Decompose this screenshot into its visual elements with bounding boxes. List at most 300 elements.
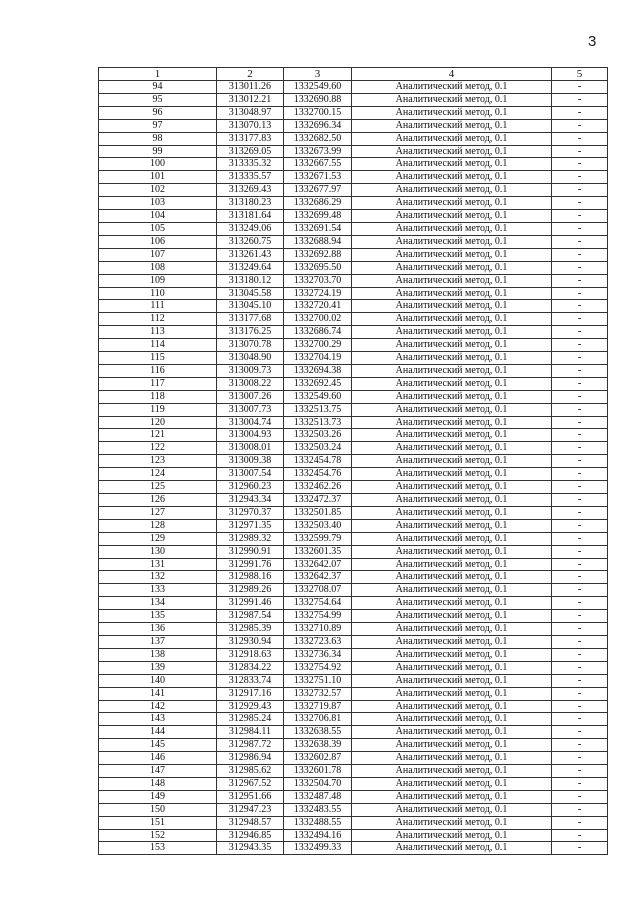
y-coordinate-cell: 1332638.55 (284, 726, 352, 739)
y-coordinate-cell: 1332549.60 (284, 390, 352, 403)
y-coordinate-cell: 1332454.76 (284, 468, 352, 481)
description-cell: - (552, 274, 608, 287)
description-cell: - (552, 377, 608, 390)
point-number-cell: 145 (99, 739, 217, 752)
x-coordinate-cell: 312985.24 (217, 713, 284, 726)
x-coordinate-cell: 313009.73 (217, 364, 284, 377)
point-number-cell: 96 (99, 106, 217, 119)
y-coordinate-cell: 1332700.02 (284, 313, 352, 326)
description-cell: - (552, 816, 608, 829)
method-cell: Аналитический метод, 0.1 (352, 481, 552, 494)
x-coordinate-cell: 312917.16 (217, 687, 284, 700)
method-cell: Аналитический метод, 0.1 (352, 197, 552, 210)
coordinates-table (98, 67, 608, 855)
y-coordinate-cell: 1332692.88 (284, 248, 352, 261)
x-coordinate-cell: 313269.43 (217, 184, 284, 197)
y-coordinate-cell: 1332688.94 (284, 235, 352, 248)
table-row (99, 81, 608, 94)
y-coordinate-cell: 1332686.74 (284, 326, 352, 339)
table-row (99, 584, 608, 597)
x-coordinate-cell: 313335.32 (217, 158, 284, 171)
point-number-cell: 127 (99, 506, 217, 519)
description-cell: - (552, 623, 608, 636)
description-cell: - (552, 197, 608, 210)
x-coordinate-cell: 312970.37 (217, 506, 284, 519)
description-cell: - (552, 829, 608, 842)
point-number-cell: 143 (99, 713, 217, 726)
method-cell: Аналитический метод, 0.1 (352, 648, 552, 661)
table-row (99, 726, 608, 739)
description-cell: - (552, 674, 608, 687)
table-row (99, 674, 608, 687)
y-coordinate-cell: 1332673.99 (284, 145, 352, 158)
point-number-cell: 117 (99, 377, 217, 390)
x-coordinate-cell: 312967.52 (217, 777, 284, 790)
description-cell: - (552, 403, 608, 416)
method-cell: Аналитический метод, 0.1 (352, 597, 552, 610)
point-number-cell: 133 (99, 584, 217, 597)
description-cell: - (552, 132, 608, 145)
point-number-cell: 120 (99, 416, 217, 429)
x-coordinate-cell: 313249.06 (217, 222, 284, 235)
description-cell: - (552, 661, 608, 674)
x-coordinate-cell: 312834.22 (217, 661, 284, 674)
y-coordinate-cell: 1332704.19 (284, 352, 352, 365)
x-coordinate-cell: 312985.39 (217, 623, 284, 636)
x-coordinate-cell: 312988.16 (217, 571, 284, 584)
x-coordinate-cell: 312929.43 (217, 700, 284, 713)
x-coordinate-cell: 313048.90 (217, 352, 284, 365)
y-coordinate-cell: 1332462.26 (284, 481, 352, 494)
method-cell: Аналитический метод, 0.1 (352, 739, 552, 752)
y-coordinate-cell: 1332513.75 (284, 403, 352, 416)
x-coordinate-cell: 312947.23 (217, 803, 284, 816)
method-cell: Аналитический метод, 0.1 (352, 416, 552, 429)
table-row (99, 390, 608, 403)
method-cell: Аналитический метод, 0.1 (352, 145, 552, 158)
table-row (99, 829, 608, 842)
method-cell: Аналитический метод, 0.1 (352, 829, 552, 842)
x-coordinate-cell: 312984.11 (217, 726, 284, 739)
point-number-cell: 122 (99, 442, 217, 455)
table-row (99, 790, 608, 803)
point-number-cell: 135 (99, 610, 217, 623)
description-cell: - (552, 726, 608, 739)
method-cell: Аналитический метод, 0.1 (352, 635, 552, 648)
method-cell: Аналитический метод, 0.1 (352, 300, 552, 313)
description-cell: - (552, 222, 608, 235)
point-number-cell: 128 (99, 519, 217, 532)
method-cell: Аналитический метод, 0.1 (352, 132, 552, 145)
y-coordinate-cell: 1332483.55 (284, 803, 352, 816)
y-coordinate-cell: 1332700.15 (284, 106, 352, 119)
description-cell: - (552, 597, 608, 610)
method-cell: Аналитический метод, 0.1 (352, 777, 552, 790)
point-number-cell: 152 (99, 829, 217, 842)
table-row (99, 519, 608, 532)
point-number-cell: 119 (99, 403, 217, 416)
method-cell: Аналитический метод, 0.1 (352, 661, 552, 674)
column-header-method: 4 (352, 68, 552, 81)
column-header-y-coordinate: 3 (284, 68, 352, 81)
x-coordinate-cell: 312987.54 (217, 610, 284, 623)
x-coordinate-cell: 313007.54 (217, 468, 284, 481)
point-number-cell: 111 (99, 300, 217, 313)
x-coordinate-cell: 312918.63 (217, 648, 284, 661)
point-number-cell: 118 (99, 390, 217, 403)
method-cell: Аналитический метод, 0.1 (352, 274, 552, 287)
table-row (99, 352, 608, 365)
point-number-cell: 103 (99, 197, 217, 210)
x-coordinate-cell: 312943.35 (217, 842, 284, 855)
x-coordinate-cell: 312990.91 (217, 545, 284, 558)
point-number-cell: 134 (99, 597, 217, 610)
method-cell: Аналитический метод, 0.1 (352, 235, 552, 248)
method-cell: Аналитический метод, 0.1 (352, 494, 552, 507)
description-cell: - (552, 700, 608, 713)
description-cell: - (552, 803, 608, 816)
point-number-cell: 101 (99, 171, 217, 184)
y-coordinate-cell: 1332754.64 (284, 597, 352, 610)
method-cell: Аналитический метод, 0.1 (352, 455, 552, 468)
method-cell: Аналитический метод, 0.1 (352, 506, 552, 519)
description-cell: - (552, 506, 608, 519)
method-cell: Аналитический метод, 0.1 (352, 790, 552, 803)
x-coordinate-cell: 313335.57 (217, 171, 284, 184)
description-cell: - (552, 171, 608, 184)
point-number-cell: 104 (99, 210, 217, 223)
y-coordinate-cell: 1332504.70 (284, 777, 352, 790)
description-cell: - (552, 532, 608, 545)
point-number-cell: 94 (99, 81, 217, 94)
point-number-cell: 116 (99, 364, 217, 377)
point-number-cell: 138 (99, 648, 217, 661)
method-cell: Аналитический метод, 0.1 (352, 364, 552, 377)
table-row (99, 261, 608, 274)
description-cell: - (552, 248, 608, 261)
point-number-cell: 110 (99, 287, 217, 300)
point-number-cell: 108 (99, 261, 217, 274)
table-body (99, 81, 608, 855)
description-cell: - (552, 145, 608, 158)
table-row (99, 300, 608, 313)
x-coordinate-cell: 313181.64 (217, 210, 284, 223)
y-coordinate-cell: 1332732.57 (284, 687, 352, 700)
point-number-cell: 106 (99, 235, 217, 248)
y-coordinate-cell: 1332671.53 (284, 171, 352, 184)
table-row (99, 429, 608, 442)
x-coordinate-cell: 312985.62 (217, 765, 284, 778)
x-coordinate-cell: 313070.13 (217, 119, 284, 132)
y-coordinate-cell: 1332601.35 (284, 545, 352, 558)
description-cell: - (552, 416, 608, 429)
table-row (99, 132, 608, 145)
description-cell: - (552, 81, 608, 94)
point-number-cell: 113 (99, 326, 217, 339)
point-number-cell: 149 (99, 790, 217, 803)
point-number-cell: 109 (99, 274, 217, 287)
method-cell: Аналитический метод, 0.1 (352, 442, 552, 455)
x-coordinate-cell: 312989.26 (217, 584, 284, 597)
method-cell: Аналитический метод, 0.1 (352, 106, 552, 119)
method-cell: Аналитический метод, 0.1 (352, 93, 552, 106)
x-coordinate-cell: 312987.72 (217, 739, 284, 752)
x-coordinate-cell: 313007.73 (217, 403, 284, 416)
table-row (99, 119, 608, 132)
description-cell: - (552, 442, 608, 455)
table-row (99, 842, 608, 855)
point-number-cell: 151 (99, 816, 217, 829)
description-cell: - (552, 765, 608, 778)
x-coordinate-cell: 313260.75 (217, 235, 284, 248)
point-number-cell: 131 (99, 558, 217, 571)
point-number-cell: 123 (99, 455, 217, 468)
y-coordinate-cell: 1332708.07 (284, 584, 352, 597)
point-number-cell: 97 (99, 119, 217, 132)
method-cell: Аналитический метод, 0.1 (352, 623, 552, 636)
method-cell: Аналитический метод, 0.1 (352, 584, 552, 597)
y-coordinate-cell: 1332699.48 (284, 210, 352, 223)
description-cell: - (552, 777, 608, 790)
y-coordinate-cell: 1332488.55 (284, 816, 352, 829)
description-cell: - (552, 106, 608, 119)
x-coordinate-cell: 313007.26 (217, 390, 284, 403)
description-cell: - (552, 210, 608, 223)
y-coordinate-cell: 1332503.26 (284, 429, 352, 442)
y-coordinate-cell: 1332599.79 (284, 532, 352, 545)
y-coordinate-cell: 1332513.73 (284, 416, 352, 429)
table-row (99, 777, 608, 790)
point-number-cell: 153 (99, 842, 217, 855)
description-cell: - (552, 648, 608, 661)
table-row (99, 545, 608, 558)
point-number-cell: 102 (99, 184, 217, 197)
method-cell: Аналитический метод, 0.1 (352, 610, 552, 623)
method-cell: Аналитический метод, 0.1 (352, 713, 552, 726)
point-number-cell: 130 (99, 545, 217, 558)
description-cell: - (552, 494, 608, 507)
method-cell: Аналитический метод, 0.1 (352, 519, 552, 532)
method-cell: Аналитический метод, 0.1 (352, 429, 552, 442)
x-coordinate-cell: 313070.78 (217, 339, 284, 352)
method-cell: Аналитический метод, 0.1 (352, 184, 552, 197)
x-coordinate-cell: 313261.43 (217, 248, 284, 261)
table-row (99, 248, 608, 261)
point-number-cell: 148 (99, 777, 217, 790)
method-cell: Аналитический метод, 0.1 (352, 339, 552, 352)
method-cell: Аналитический метод, 0.1 (352, 158, 552, 171)
description-cell: - (552, 119, 608, 132)
y-coordinate-cell: 1332691.54 (284, 222, 352, 235)
method-cell: Аналитический метод, 0.1 (352, 222, 552, 235)
y-coordinate-cell: 1332642.37 (284, 571, 352, 584)
method-cell: Аналитический метод, 0.1 (352, 558, 552, 571)
description-cell: - (552, 519, 608, 532)
x-coordinate-cell: 312930.94 (217, 635, 284, 648)
method-cell: Аналитический метод, 0.1 (352, 765, 552, 778)
description-cell: - (552, 261, 608, 274)
point-number-cell: 112 (99, 313, 217, 326)
point-number-cell: 137 (99, 635, 217, 648)
method-cell: Аналитический метод, 0.1 (352, 726, 552, 739)
method-cell: Аналитический метод, 0.1 (352, 352, 552, 365)
description-cell: - (552, 687, 608, 700)
method-cell: Аналитический метод, 0.1 (352, 700, 552, 713)
description-cell: - (552, 842, 608, 855)
x-coordinate-cell: 313176.25 (217, 326, 284, 339)
y-coordinate-cell: 1332719.87 (284, 700, 352, 713)
method-cell: Аналитический метод, 0.1 (352, 403, 552, 416)
table-row (99, 210, 608, 223)
method-cell: Аналитический метод, 0.1 (352, 816, 552, 829)
point-number-cell: 107 (99, 248, 217, 261)
y-coordinate-cell: 1332692.45 (284, 377, 352, 390)
description-cell: - (552, 339, 608, 352)
y-coordinate-cell: 1332694.38 (284, 364, 352, 377)
method-cell: Аналитический метод, 0.1 (352, 842, 552, 855)
method-cell: Аналитический метод, 0.1 (352, 390, 552, 403)
table-row (99, 571, 608, 584)
x-coordinate-cell: 313177.68 (217, 313, 284, 326)
point-number-cell: 121 (99, 429, 217, 442)
table-header-row (99, 68, 608, 81)
table-row (99, 687, 608, 700)
x-coordinate-cell: 312951.66 (217, 790, 284, 803)
table-row (99, 403, 608, 416)
method-cell: Аналитический метод, 0.1 (352, 377, 552, 390)
point-number-cell: 129 (99, 532, 217, 545)
table-row (99, 313, 608, 326)
point-number-cell: 115 (99, 352, 217, 365)
x-coordinate-cell: 313004.74 (217, 416, 284, 429)
y-coordinate-cell: 1332677.97 (284, 184, 352, 197)
table-row (99, 287, 608, 300)
x-coordinate-cell: 313180.12 (217, 274, 284, 287)
point-number-cell: 100 (99, 158, 217, 171)
description-cell: - (552, 584, 608, 597)
table-row (99, 816, 608, 829)
x-coordinate-cell: 312943.34 (217, 494, 284, 507)
y-coordinate-cell: 1332695.50 (284, 261, 352, 274)
y-coordinate-cell: 1332501.85 (284, 506, 352, 519)
point-number-cell: 132 (99, 571, 217, 584)
x-coordinate-cell: 312833.74 (217, 674, 284, 687)
table-row (99, 222, 608, 235)
table-row (99, 235, 608, 248)
table-row (99, 494, 608, 507)
method-cell: Аналитический метод, 0.1 (352, 545, 552, 558)
point-number-cell: 150 (99, 803, 217, 816)
point-number-cell: 125 (99, 481, 217, 494)
y-coordinate-cell: 1332642.07 (284, 558, 352, 571)
table-row (99, 274, 608, 287)
x-coordinate-cell: 312991.76 (217, 558, 284, 571)
point-number-cell: 141 (99, 687, 217, 700)
x-coordinate-cell: 312991.46 (217, 597, 284, 610)
description-cell: - (552, 93, 608, 106)
x-coordinate-cell: 312948.57 (217, 816, 284, 829)
y-coordinate-cell: 1332720.41 (284, 300, 352, 313)
description-cell: - (552, 326, 608, 339)
method-cell: Аналитический метод, 0.1 (352, 210, 552, 223)
table-row (99, 197, 608, 210)
point-number-cell: 142 (99, 700, 217, 713)
point-number-cell: 147 (99, 765, 217, 778)
x-coordinate-cell: 312946.85 (217, 829, 284, 842)
x-coordinate-cell: 312960.23 (217, 481, 284, 494)
x-coordinate-cell: 313045.58 (217, 287, 284, 300)
method-cell: Аналитический метод, 0.1 (352, 81, 552, 94)
page-number: 3 (588, 33, 597, 50)
method-cell: Аналитический метод, 0.1 (352, 687, 552, 700)
x-coordinate-cell: 313008.22 (217, 377, 284, 390)
description-cell: - (552, 635, 608, 648)
point-number-cell: 139 (99, 661, 217, 674)
table-row (99, 597, 608, 610)
description-cell: - (552, 235, 608, 248)
method-cell: Аналитический метод, 0.1 (352, 532, 552, 545)
table-row (99, 171, 608, 184)
y-coordinate-cell: 1332754.99 (284, 610, 352, 623)
y-coordinate-cell: 1332638.39 (284, 739, 352, 752)
y-coordinate-cell: 1332736.34 (284, 648, 352, 661)
point-number-cell: 144 (99, 726, 217, 739)
y-coordinate-cell: 1332601.78 (284, 765, 352, 778)
y-coordinate-cell: 1332454.78 (284, 455, 352, 468)
y-coordinate-cell: 1332751.10 (284, 674, 352, 687)
table-row (99, 158, 608, 171)
y-coordinate-cell: 1332690.88 (284, 93, 352, 106)
table-row (99, 532, 608, 545)
x-coordinate-cell: 313045.10 (217, 300, 284, 313)
y-coordinate-cell: 1332703.70 (284, 274, 352, 287)
table-row (99, 455, 608, 468)
method-cell: Аналитический метод, 0.1 (352, 468, 552, 481)
description-cell: - (552, 429, 608, 442)
column-header-x-coordinate: 2 (217, 68, 284, 81)
table-row (99, 468, 608, 481)
method-cell: Аналитический метод, 0.1 (352, 803, 552, 816)
point-number-cell: 140 (99, 674, 217, 687)
x-coordinate-cell: 313011.26 (217, 81, 284, 94)
y-coordinate-cell: 1332503.24 (284, 442, 352, 455)
point-number-cell: 146 (99, 752, 217, 765)
point-number-cell: 99 (99, 145, 217, 158)
y-coordinate-cell: 1332682.50 (284, 132, 352, 145)
method-cell: Аналитический метод, 0.1 (352, 313, 552, 326)
description-cell: - (552, 158, 608, 171)
table-row (99, 93, 608, 106)
table-row (99, 558, 608, 571)
x-coordinate-cell: 313180.23 (217, 197, 284, 210)
table-row (99, 803, 608, 816)
table-row (99, 765, 608, 778)
description-cell: - (552, 468, 608, 481)
description-cell: - (552, 545, 608, 558)
description-cell: - (552, 739, 608, 752)
x-coordinate-cell: 313177.83 (217, 132, 284, 145)
x-coordinate-cell: 313008.01 (217, 442, 284, 455)
y-coordinate-cell: 1332472.37 (284, 494, 352, 507)
point-number-cell: 98 (99, 132, 217, 145)
y-coordinate-cell: 1332700.29 (284, 339, 352, 352)
description-cell: - (552, 184, 608, 197)
description-cell: - (552, 790, 608, 803)
description-cell: - (552, 455, 608, 468)
method-cell: Аналитический метод, 0.1 (352, 287, 552, 300)
table-row (99, 623, 608, 636)
method-cell: Аналитический метод, 0.1 (352, 326, 552, 339)
